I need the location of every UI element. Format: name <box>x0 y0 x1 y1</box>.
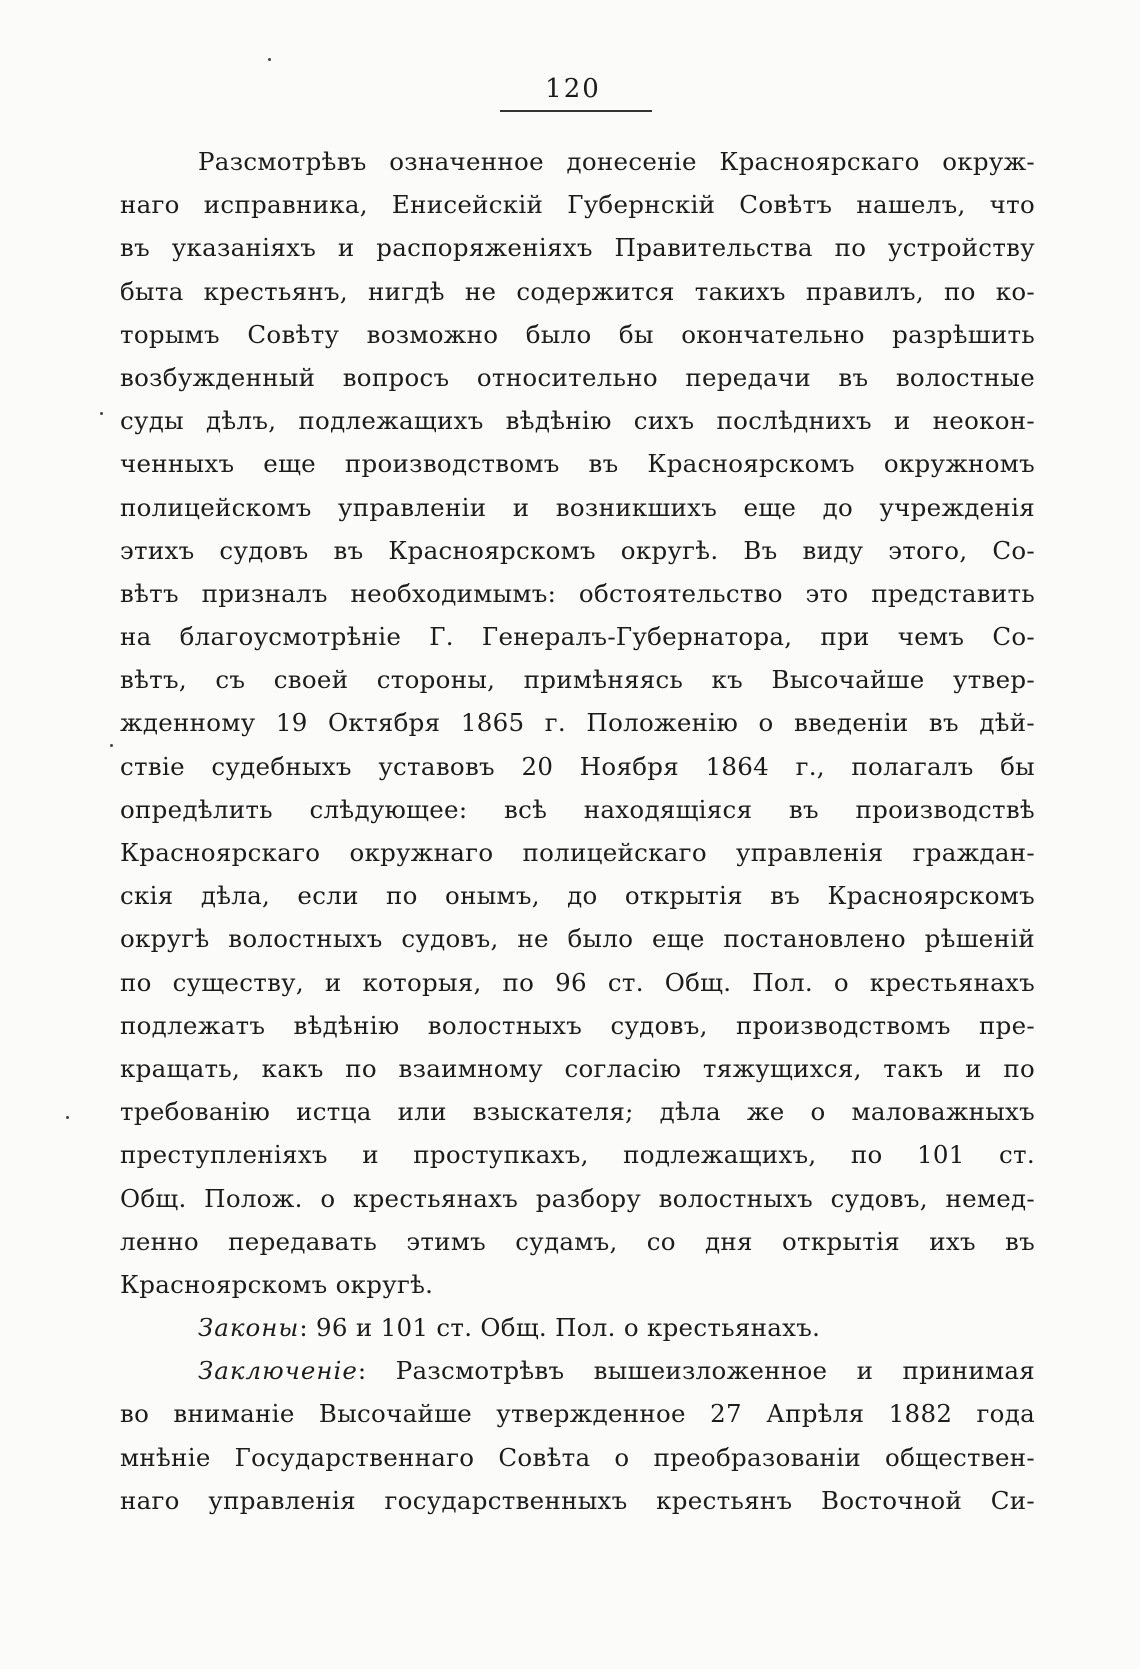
scan-speck <box>66 1116 69 1119</box>
text-line: быта крестьянъ, нигдѣ не содержится такихъ правилъ, по ко- <box>120 276 1035 306</box>
text-line: торымъ Совѣту возможно было бы окончательно разрѣшить <box>120 319 1035 349</box>
laws-label: Законы <box>198 1313 300 1343</box>
text-line: Разсмотрѣвъ означенное донесеніе Красноярскаго окруж- <box>198 147 1035 176</box>
text-line: требованію истца или взыскателя; дѣла же о маловажныхъ <box>120 1097 1035 1127</box>
text-line: ленно передавать этимъ судамъ, со дня открытія ихъ въ <box>120 1226 1035 1256</box>
text-line: мнѣніе Государственнаго Совѣта о преобразованіи обществен- <box>120 1442 1035 1472</box>
text-line: полицейскомъ управленіи и возникшихъ еще до учрежденія <box>120 492 1035 522</box>
text-line: вѣтъ, съ своей стороны, примѣняясь къ Высочайше утвер- <box>120 665 1035 695</box>
body-text <box>120 140 1035 1522</box>
text-line: жденному 19 Октября 1865 г. Положенію о введеніи въ дѣй- <box>120 708 1035 738</box>
text-line: преступленіяхъ и проступкахъ, подлежащихъ, по 101 ст. <box>120 1140 1035 1170</box>
text-line: подлежатъ вѣдѣнію волостныхъ судовъ, производствомъ пре- <box>120 1010 1035 1040</box>
text-line: во вниманіе Высочайше утвержденное 27 Апрѣля 1882 года <box>120 1399 1035 1429</box>
page-number-rule <box>500 110 652 112</box>
text-line: Красноярскомъ округѣ. <box>120 1269 434 1299</box>
text-line: вѣтъ призналъ необходимымъ: обстоятельство это представить <box>120 578 1035 608</box>
text-line: ствіе судебныхъ уставовъ 20 Ноября 1864 г., полагалъ бы <box>120 751 1035 781</box>
text-line: кращать, какъ по взаимному согласію тяжущихся, такъ и по <box>120 1053 1035 1083</box>
scan-speck <box>110 744 113 747</box>
text-line: Общ. Полож. о крестьянахъ разбору волостныхъ судовъ, немед- <box>120 1183 1035 1213</box>
text-line: наго исправника, Енисейскій Губернскій Совѣтъ нашелъ, что <box>120 190 1035 220</box>
page-number: 120 <box>545 74 601 104</box>
text-line: Красноярскаго окружнаго полицейскаго управленія граждан- <box>120 838 1035 867</box>
text-line: этихъ судовъ въ Красноярскомъ округѣ. Въ виду этого, Со- <box>120 535 1035 565</box>
text-line: ченныхъ еще производствомъ въ Красноярскомъ окружномъ <box>120 449 1035 479</box>
text-line: на благоусмотрѣніе Г. Генералъ-Губернатора, при чемъ Со- <box>120 622 1035 652</box>
text-line: наго управленія государственныхъ крестьянъ Восточной Си- <box>120 1485 1035 1515</box>
text-line: въ указаніяхъ и распоряженіяхъ Правительства по устройству <box>120 233 1035 263</box>
laws-text: : 96 и 101 ст. Общ. Пол. о крестьянахъ. <box>299 1313 821 1343</box>
text-line: округѣ волостныхъ судовъ, не было еще постановлено рѣшеній <box>120 924 1035 954</box>
text-line: скія дѣла, если по онымъ, до открытія въ Красноярскомъ <box>120 881 1035 911</box>
scan-speck <box>100 412 103 415</box>
text-line: возбужденный вопросъ относительно передачи въ волостные <box>120 362 1035 392</box>
conclusion-first-line <box>120 1349 1035 1392</box>
text-line: суды дѣлъ, подлежащихъ вѣдѣнію сихъ послѣднихъ и неокон- <box>120 406 1035 436</box>
text-line: опредѣлить слѣдующее: всѣ находящіяся въ производствѣ <box>120 794 1035 824</box>
scan-speck <box>268 58 271 61</box>
conclusion-label: Заключеніе <box>198 1356 358 1386</box>
text-line: по существу, и которыя, по 96 ст. Общ. Пол. о крестьянахъ <box>120 967 1035 997</box>
laws-line <box>120 1306 1035 1349</box>
conclusion-first-text: : Разсмотрѣвъ вышеизложенное и принимая <box>357 1356 1035 1386</box>
